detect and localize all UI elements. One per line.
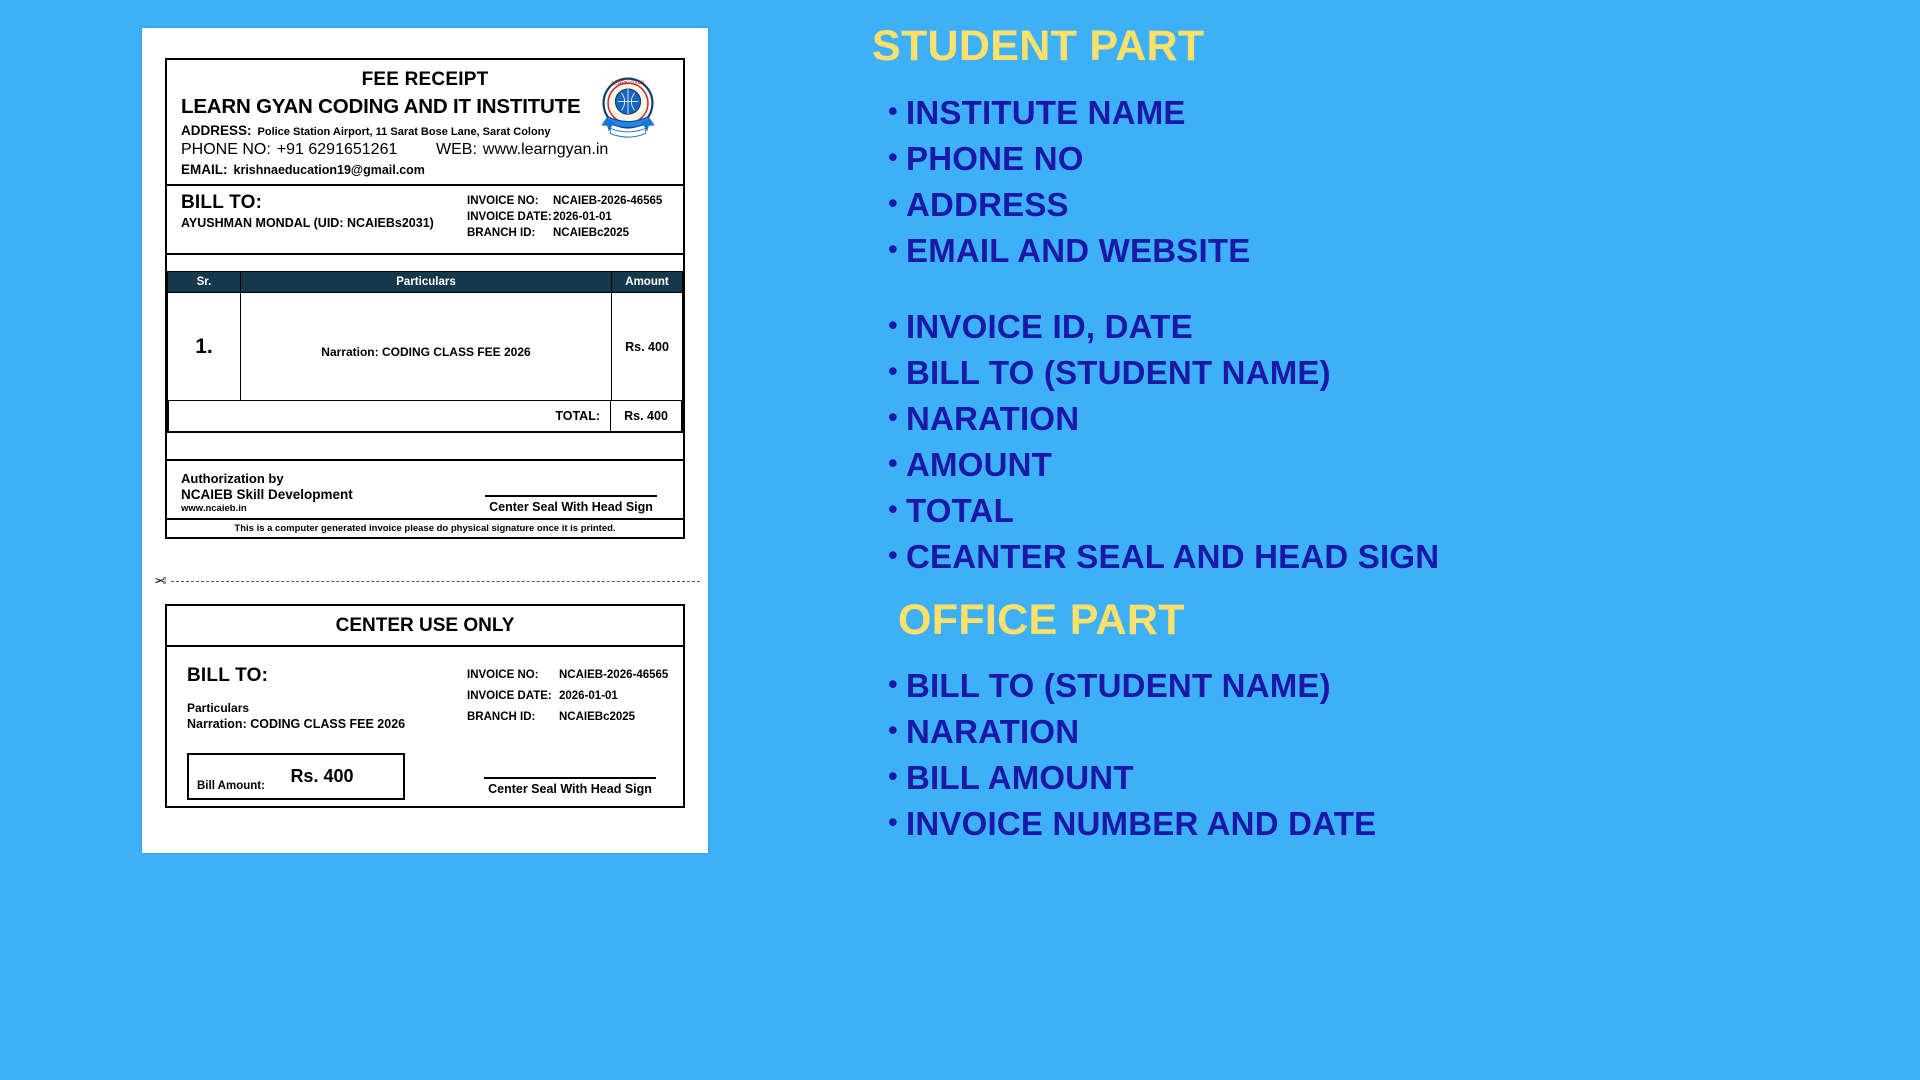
- invoice-no-row: [467, 195, 671, 207]
- office-bullet-list: [860, 663, 1920, 847]
- annotation-panel: [860, 0, 1920, 1080]
- list-item: [880, 488, 1920, 534]
- phone-value: +91 6291651261: [276, 141, 398, 158]
- authorization-line-1: Authorization by: [181, 471, 284, 486]
- authorization-website[interactable]: www.ncaieb.in: [181, 503, 247, 514]
- office-invoice-date-value: 2026-01-01: [559, 690, 618, 702]
- student-item-label: TOTAL: [906, 492, 1014, 530]
- invoice-date-label: INVOICE DATE:: [467, 211, 552, 223]
- cell-amount: Rs. 400: [612, 293, 683, 401]
- bullet-dot-icon: •: [888, 188, 898, 219]
- office-invoice-date-label: INVOICE DATE:: [467, 690, 552, 702]
- office-item-label: BILL TO (STUDENT NAME): [906, 666, 1331, 704]
- office-invoice-no-label: INVOICE NO:: [467, 669, 539, 681]
- bullet-dot-icon: •: [888, 760, 898, 791]
- office-item-label: INVOICE NUMBER AND DATE: [906, 804, 1377, 842]
- total-row: [167, 401, 683, 433]
- cell-sr: 1.: [168, 293, 241, 401]
- list-item: [880, 350, 1920, 396]
- student-item-label: BILL TO (STUDENT NAME): [906, 354, 1331, 392]
- items-table: [167, 271, 683, 401]
- list-item: [880, 136, 1920, 182]
- office-signature-rule: [484, 777, 656, 779]
- bullet-dot-icon: •: [888, 402, 898, 433]
- student-bullet-list-2: [860, 304, 1920, 580]
- bill-to-name: AYUSHMAN MONDAL (UID: NCAIEBs2031): [181, 216, 434, 230]
- list-item: [880, 182, 1920, 228]
- list-item: [880, 755, 1920, 801]
- student-item-label: INVOICE ID, DATE: [906, 308, 1193, 346]
- office-copy-receipt: [165, 604, 685, 808]
- bullet-dot-icon: •: [888, 714, 898, 745]
- authorization-block: [167, 461, 683, 518]
- items-table-header-row: [168, 272, 683, 293]
- office-invoice-no-row: [467, 669, 673, 681]
- student-item-label: PHONE NO: [906, 140, 1084, 178]
- office-part-heading: OFFICE PART: [898, 596, 1185, 645]
- column-header-particulars: Particulars: [241, 272, 612, 293]
- invoice-date-value: 2026-01-01: [553, 211, 612, 223]
- svg-text:LEARN GYAN: LEARN GYAN: [611, 80, 645, 87]
- office-particulars-label: Particulars: [187, 701, 250, 715]
- student-item-label: AMOUNT: [906, 446, 1053, 484]
- bullet-dot-icon: •: [888, 356, 898, 387]
- office-item-label: NARATION: [906, 712, 1080, 750]
- total-label: TOTAL:: [555, 409, 600, 423]
- student-item-label: ADDRESS: [906, 186, 1069, 224]
- invoice-no-label: INVOICE NO:: [467, 195, 539, 207]
- student-receipt: [165, 58, 685, 539]
- table-row: [168, 293, 683, 401]
- list-item: [880, 534, 1920, 580]
- address-value: Police Station Airport, 11 Sarat Bose Lane, Sarat Colony: [257, 126, 551, 138]
- student-item-label: INSTITUTE NAME: [906, 94, 1186, 132]
- web-label: WEB:: [436, 141, 477, 158]
- list-item: [880, 663, 1920, 709]
- office-signature-label: Center Seal With Head Sign: [488, 782, 652, 796]
- email-label: EMAIL:: [181, 162, 228, 177]
- bill-to-block: [167, 186, 683, 253]
- doc-title: FEE RECEIPT: [361, 69, 489, 90]
- bullet-dot-icon: •: [888, 540, 898, 571]
- bullet-dot-icon: •: [888, 96, 898, 127]
- total-amount: Rs. 400: [610, 401, 681, 431]
- bill-amount-value: Rs. 400: [290, 766, 354, 786]
- branch-id-label: BRANCH ID:: [467, 227, 536, 239]
- office-branch-id-value: NCAIEBc2025: [559, 711, 636, 723]
- list-item: [880, 396, 1920, 442]
- bullet-dot-icon: •: [888, 142, 898, 173]
- branch-id-row: [467, 227, 671, 239]
- student-part-heading: STUDENT PART: [872, 22, 1205, 70]
- bullet-dot-icon: •: [888, 668, 898, 699]
- scissors-icon: ✂: [154, 573, 167, 590]
- bill-amount-box: [187, 753, 405, 800]
- column-header-amount: Amount: [612, 272, 683, 293]
- signature-rule: [485, 495, 657, 497]
- student-item-label: CEANTER SEAL AND HEAD SIGN: [906, 538, 1440, 576]
- invoice-date-row: [467, 211, 671, 223]
- bill-to-label: BILL TO:: [181, 192, 263, 213]
- cut-line: [150, 574, 700, 589]
- office-signature-area: [467, 777, 673, 800]
- signature-label: Center Seal With Head Sign: [489, 500, 653, 514]
- office-branch-id-label: BRANCH ID:: [467, 711, 536, 723]
- bullet-dot-icon: •: [888, 806, 898, 837]
- branch-id-value: NCAIEBc2025: [553, 227, 630, 239]
- student-bullet-list-1: [860, 90, 1920, 274]
- invoice-no-value: NCAIEB-2026-46565: [553, 195, 663, 207]
- bullet-dot-icon: •: [888, 494, 898, 525]
- office-branch-id-row: [467, 711, 673, 723]
- bullet-dot-icon: •: [888, 448, 898, 479]
- list-item: [880, 709, 1920, 755]
- generated-note: This is a computer generated invoice please do physical signature once it is printed.: [167, 518, 683, 537]
- student-item-label: NARATION: [906, 400, 1080, 438]
- cell-particulars: Narration: CODING CLASS FEE 2026: [241, 293, 612, 401]
- bullet-dot-icon: •: [888, 310, 898, 341]
- institute-seal-icon: [591, 72, 665, 146]
- address-label: ADDRESS:: [181, 123, 252, 138]
- phone-label: PHONE NO:: [181, 141, 271, 158]
- list-item: [880, 304, 1920, 350]
- list-item: [880, 228, 1920, 274]
- office-invoice-date-row: [467, 690, 673, 702]
- office-narration: Narration: CODING CLASS FEE 2026: [187, 717, 406, 731]
- list-item: [880, 442, 1920, 488]
- institute-name: LEARN GYAN CODING AND IT INSTITUTE: [181, 95, 581, 118]
- office-item-label: BILL AMOUNT: [906, 758, 1134, 796]
- list-item: [880, 801, 1920, 847]
- office-bill-to-label: BILL TO:: [187, 665, 269, 686]
- office-invoice-no-value: NCAIEB-2026-46565: [559, 669, 669, 681]
- email-value[interactable]: krishnaeducation19@gmail.com: [233, 163, 425, 177]
- paper-sheet: [142, 28, 708, 853]
- blank-band: [167, 433, 683, 461]
- bill-amount-label: Bill Amount:: [197, 780, 265, 792]
- office-body: [167, 647, 683, 806]
- student-item-label: EMAIL AND WEBSITE: [906, 232, 1251, 270]
- email-row: [167, 162, 683, 184]
- bullet-dot-icon: •: [888, 234, 898, 265]
- cut-dashes: [171, 581, 700, 582]
- center-use-only-title: CENTER USE ONLY: [167, 606, 683, 647]
- list-item: [880, 90, 1920, 136]
- web-value[interactable]: www.learngyan.in: [482, 141, 609, 158]
- authorization-line-2: NCAIEB Skill Development: [181, 487, 353, 502]
- column-header-sr: Sr.: [168, 272, 241, 293]
- table-top-spacer: [167, 253, 683, 271]
